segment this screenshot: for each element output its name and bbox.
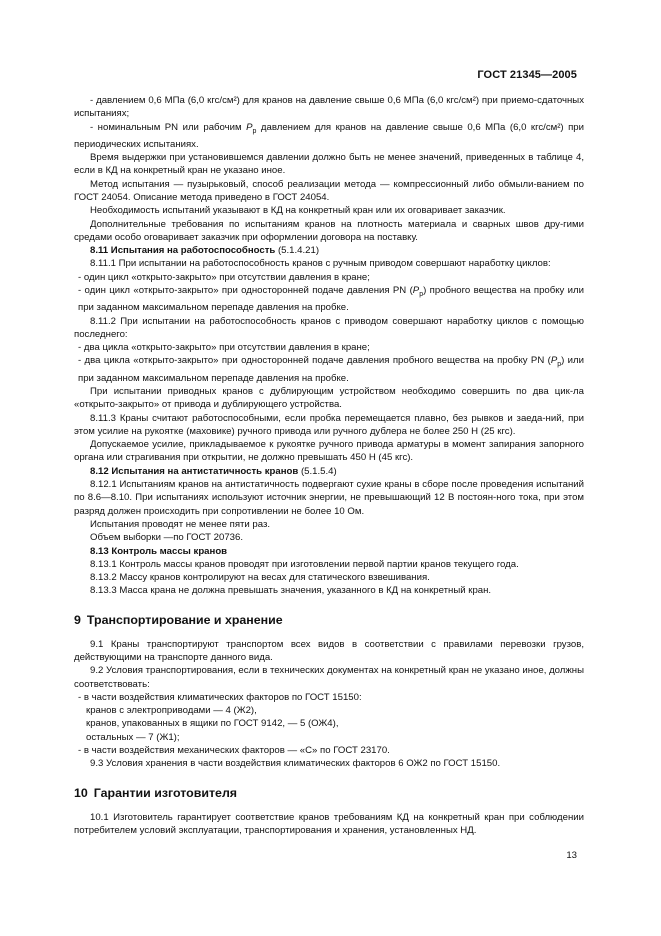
chapter-heading-9 xyxy=(74,612,584,628)
paragraph: 9.2 Условия транспортирования, если в технических документах на конкретный кран не указано иное, должны соответствовать: xyxy=(74,665,584,690)
list-subitem: кранов с электроприводами — 4 (Ж2), xyxy=(86,705,257,717)
text-run: ) или при заданном максимальном перепаде давления на пробке. xyxy=(78,355,584,384)
chapter-title: Гарантии изготовителя xyxy=(93,785,238,800)
spacer xyxy=(74,801,584,811)
paragraph: Метод испытания — пузырьковый, способ реализации метода — компрессионный либо обмыли-ванием по ГОСТ 24054. Описание метода приведено в ГОСТ 24054. xyxy=(74,178,584,203)
paragraph: 9.1 Краны транспортируют транспортом всех видов в соответствии с правилами перевозки грузов, действующими на транспорте данного вида. xyxy=(74,638,584,663)
chapter-heading-10 xyxy=(74,785,584,801)
subscript: p xyxy=(252,127,257,135)
paragraph: Испытания проводят не менее пяти раз. xyxy=(90,518,271,530)
list-item: - два цикла «открыто-закрыто» при отсутствии давления в кране; xyxy=(78,342,370,354)
paragraph: 8.13.1 Контроль массы кранов проводят при изготовлении первой партии кранов текущего года. xyxy=(90,558,519,570)
var-p: P xyxy=(246,121,253,133)
paragraph: 9.3 Условия хранения в части воздействия климатических факторов 6 ОЖ2 по ГОСТ 15150. xyxy=(90,758,501,770)
text-run: давлением для кранов на давление свыше 0,6 МПа (6,0 кгс/см²) при периодических испытаниях. xyxy=(74,121,584,150)
document-code-header: ГОСТ 21345—2005 xyxy=(477,69,577,81)
list-item: - в части воздействия климатических факторов по ГОСТ 15150: xyxy=(78,691,362,703)
subscript: p xyxy=(419,290,424,298)
paragraph: 8.13.3 Масса крана не должна превышать значения, указанного в КД на конкретный кран. xyxy=(90,585,492,597)
chapter-number: 10 xyxy=(74,785,88,800)
paragraph: Дополнительные требования по испытаниям кранов на плотность материала и сварных швов дру-гими средами особо оговаривает заказчик при оформлении договора на поставку. xyxy=(74,218,584,243)
section-title: 8.11 Испытания на работоспособность xyxy=(90,245,276,257)
paragraph: 8.11.1 При испытании на работоспособность кранов с ручным приводом совершают наработку циклов: xyxy=(90,258,551,270)
section-heading-8-12 xyxy=(74,465,584,478)
chapter-title: Транспортирование и хранение xyxy=(86,612,283,627)
section-heading-8-13: 8.13 Контроль массы кранов xyxy=(90,545,228,557)
spacer xyxy=(74,628,584,638)
paragraph: Допускаемое усилие, прикладываемое к рукоятке ручного привода арматуры в момент запирания запорного органа или страгивания при открытии, не должно превышать 450 Н (45 кгс). xyxy=(74,439,584,464)
paragraph: Время выдержки при установившемся давлении должно быть не менее значений, приведенных в таблице 4, если в КД на конкретный кран не указано иное. xyxy=(74,152,584,177)
text-run: ) пробного вещества на пробку или при заданном максимальном перепаде давления на пробке. xyxy=(78,285,585,314)
text-run: - номинальным PN или рабочим xyxy=(90,121,247,133)
paragraph xyxy=(74,121,584,152)
section-ref: (5.1.5.4) xyxy=(298,465,337,477)
page-number: 13 xyxy=(566,850,577,861)
paragraph: 8.11.2 При испытании на работоспособность кранов с приводом совершают наработку циклов с помощью последнего: xyxy=(74,315,584,340)
chapter-number: 9 xyxy=(74,612,81,627)
paragraph: 8.12.1 Испытаниям кранов на антистатичность подвергают сухие краны в сборе после проведения испытаний по 8.6—8.10. При испытаниях используют источник энергии, не превышающий 12 В постоян-ного тока, при этом разряд должен происходить при сопротивлении не более 10 Ом. xyxy=(74,479,584,517)
text-run: - один цикл «открыто-закрыто» при односторонней подаче давления PN ( xyxy=(78,285,413,297)
list-item xyxy=(74,354,584,385)
subscript: p xyxy=(557,361,562,369)
paragraph: Объем выборки —по ГОСТ 20736. xyxy=(90,532,243,544)
section-heading-8-11 xyxy=(74,244,584,257)
text-run: - два цикла «открыто-закрыто» при односторонней подаче давления пробного вещества на пробку PN ( xyxy=(78,355,551,367)
paragraph: - давлением 0,6 МПа (6,0 кгс/см²) для кранов на давление свыше 0,6 МПа (6,0 кгс/см²) при приемо-сдаточных испытаниях; xyxy=(74,95,584,120)
list-item: - один цикл «открыто-закрыто» при отсутствии давления в кране; xyxy=(78,271,370,283)
list-subitem: кранов, упакованных в ящики по ГОСТ 9142, — 5 (ОЖ4), xyxy=(86,718,339,730)
spacer xyxy=(74,598,584,612)
list-item: - в части воздействия механических факторов — «С» по ГОСТ 23170. xyxy=(78,745,390,757)
page-body xyxy=(74,94,584,837)
section-ref: (5.1.4.21) xyxy=(275,245,320,257)
paragraph: Необходимость испытаний указывают в КД на конкретный кран или их оговаривает заказчик. xyxy=(90,205,506,217)
paragraph: При испытании приводных кранов с дублирующим устройством необходимо совершить по два цик-ла «открыто-закрыто» от привода и дублирующего устройства. xyxy=(74,385,584,411)
paragraph: 10.1 Изготовитель гарантирует соответствие кранов требованиям КД на конкретный кран при соблюдении потребителем условий эксплуатации, транспортирования и хранения, установленных НД. xyxy=(74,811,584,836)
section-title: 8.12 Испытания на антистатичность кранов xyxy=(90,465,299,477)
paragraph: 8.11.3 Краны считают работоспособными, если пробка перемещается плавно, без рывков и заеда-ний, при этом усилие на рукоятке (маховике) ручного привода или ручного дублера не более 250 Н (25 кгс). xyxy=(74,412,584,437)
var-p: P xyxy=(550,355,558,367)
spacer xyxy=(74,771,584,785)
list-item xyxy=(74,284,584,315)
paragraph: 8.13.2 Массу кранов контролируют на весах для статического взвешивания. xyxy=(90,572,430,584)
var-p: P xyxy=(412,285,420,297)
list-subitem: остальных — 7 (Ж1); xyxy=(86,731,180,743)
